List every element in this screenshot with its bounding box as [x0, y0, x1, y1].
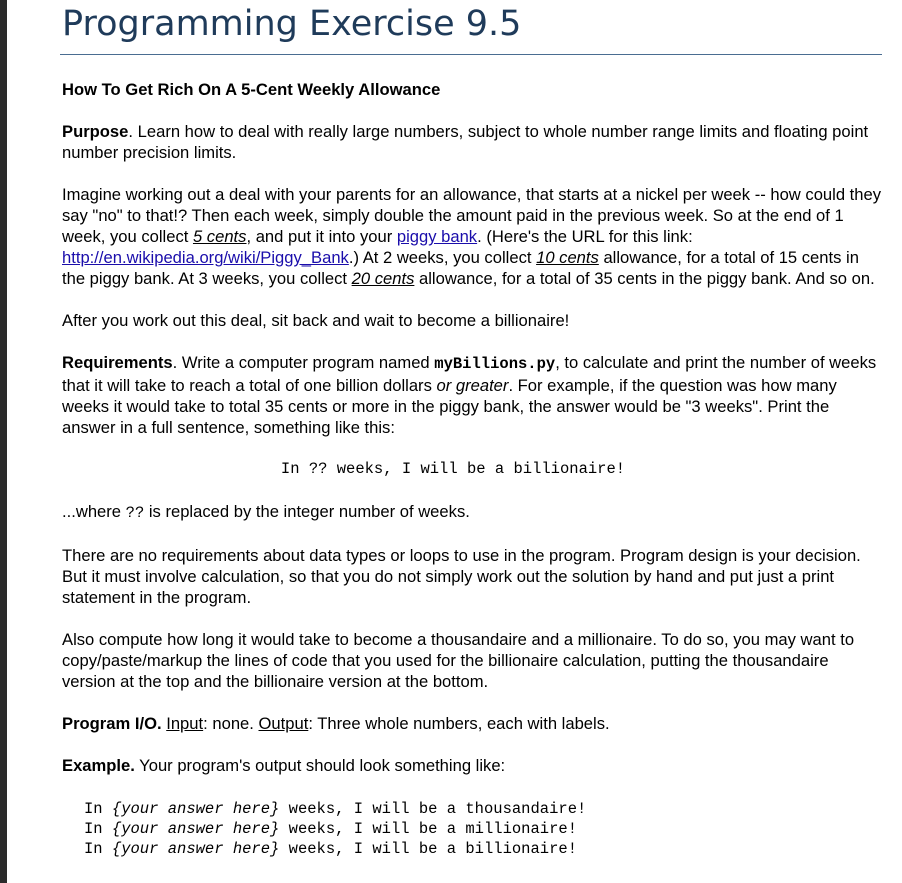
- requirements-label: Requirements: [62, 353, 173, 372]
- output-prefix: In: [84, 840, 112, 858]
- wikipedia-url-link[interactable]: http://en.wikipedia.org/wiki/Piggy_Bank: [62, 248, 349, 267]
- program-io-label: Program I/O.: [62, 714, 162, 733]
- where-text-2: is replaced by the integer number of weeks.: [144, 502, 470, 521]
- page-title: Programming Exercise 9.5: [62, 4, 522, 44]
- requirements-paragraph: [62, 352, 884, 438]
- example-label: Example.: [62, 756, 135, 775]
- input-label: Input: [166, 714, 204, 733]
- where-paragraph: [62, 501, 884, 524]
- left-edge-bar: [0, 0, 7, 883]
- requirements-text-3: . For example, if the question was how many weeks it would take to total 35 cents or more in the piggy bank, the answer would be "3 weeks". Print the answer in a full sentence, something like this:: [62, 376, 837, 437]
- output-suffix: weeks, I will be a billionaire!: [279, 840, 577, 858]
- imagine-text-4: .) At 2 weeks, you collect: [348, 248, 537, 267]
- amount-20-cents: 20 cents: [351, 269, 415, 288]
- requirements-text-2: , to calculate and print the number of weeks that it will take to reach a total of one billion dollars: [62, 353, 877, 395]
- answer-placeholder: {your answer here}: [111, 820, 280, 838]
- after-paragraph: After you work out this deal, sit back and wait to become a billionaire!: [62, 311, 570, 330]
- amount-5-cents: 5 cents: [192, 227, 247, 246]
- program-io-paragraph: [62, 713, 884, 734]
- output-suffix: weeks, I will be a thousandaire!: [279, 800, 587, 818]
- imagine-text-5: allowance, for a total of 15 cents in the piggy bank. At 3 weeks, you collect: [62, 248, 859, 288]
- output-prefix: In: [84, 800, 112, 818]
- placeholder-code: ??: [125, 504, 145, 522]
- where-text-1: ...where: [62, 502, 126, 521]
- output-suffix: weeks, I will be a millionaire!: [279, 820, 577, 838]
- or-greater-emphasis: or greater: [436, 376, 509, 395]
- program-filename: myBillions.py: [434, 355, 556, 373]
- output-line: [84, 799, 884, 819]
- input-text: : none.: [203, 714, 259, 733]
- output-line: [84, 839, 884, 859]
- no-requirements-paragraph: There are no requirements about data types or loops to use in the program. Program design is your decision. But it must involve calculation, so that you do not simply work out the solution by hand and put just a print statement in the program.: [62, 546, 861, 607]
- document-body: [62, 79, 884, 859]
- output-prefix: In: [84, 820, 112, 838]
- purpose-text: . Learn how to deal with really large numbers, subject to whole number range limits and floating point number precision limits.: [62, 122, 869, 162]
- example-text: Your program's output should look something like:: [134, 756, 506, 775]
- title-rule: [60, 54, 882, 55]
- answer-placeholder: {your answer here}: [111, 840, 280, 858]
- example-output-block: [62, 799, 884, 859]
- imagine-text-1: Imagine working out a deal with your parents for an allowance, that starts at a nickel per week -- how could they say "no" to that!? Then each week, simply double the amount paid in the previous week. So at the end of 1 week, you collect: [62, 185, 882, 246]
- answer-placeholder: {your answer here}: [111, 800, 280, 818]
- requirements-text-1: . Write a computer program named: [172, 353, 435, 372]
- imagine-paragraph: [62, 184, 884, 289]
- output-line: [84, 819, 884, 839]
- example-paragraph: [62, 755, 884, 776]
- exercise-subtitle: How To Get Rich On A 5-Cent Weekly Allowance: [62, 80, 441, 99]
- imagine-text-3: . (Here's the URL for this link:: [477, 227, 693, 246]
- amount-10-cents: 10 cents: [536, 248, 599, 267]
- output-text: : Three whole numbers, each with labels.: [308, 714, 610, 733]
- purpose-label: Purpose: [62, 122, 129, 141]
- purpose-paragraph: [62, 121, 884, 163]
- imagine-text-6: allowance, for a total of 35 cents in the piggy bank. And so on.: [414, 269, 875, 288]
- imagine-text-2: , and put it into your: [246, 227, 397, 246]
- also-paragraph: Also compute how long it would take to become a thousandaire and a millionaire. To do so, you may want to copy/paste/markup the lines of code that you used for the billionaire calculation, putting the thousandaire version at the top and the billionaire version at the bottom.: [62, 630, 855, 691]
- piggy-bank-link[interactable]: piggy bank: [396, 227, 478, 246]
- sample-output-line: In ?? weeks, I will be a billionaire!: [280, 460, 626, 478]
- output-label: Output: [258, 714, 309, 733]
